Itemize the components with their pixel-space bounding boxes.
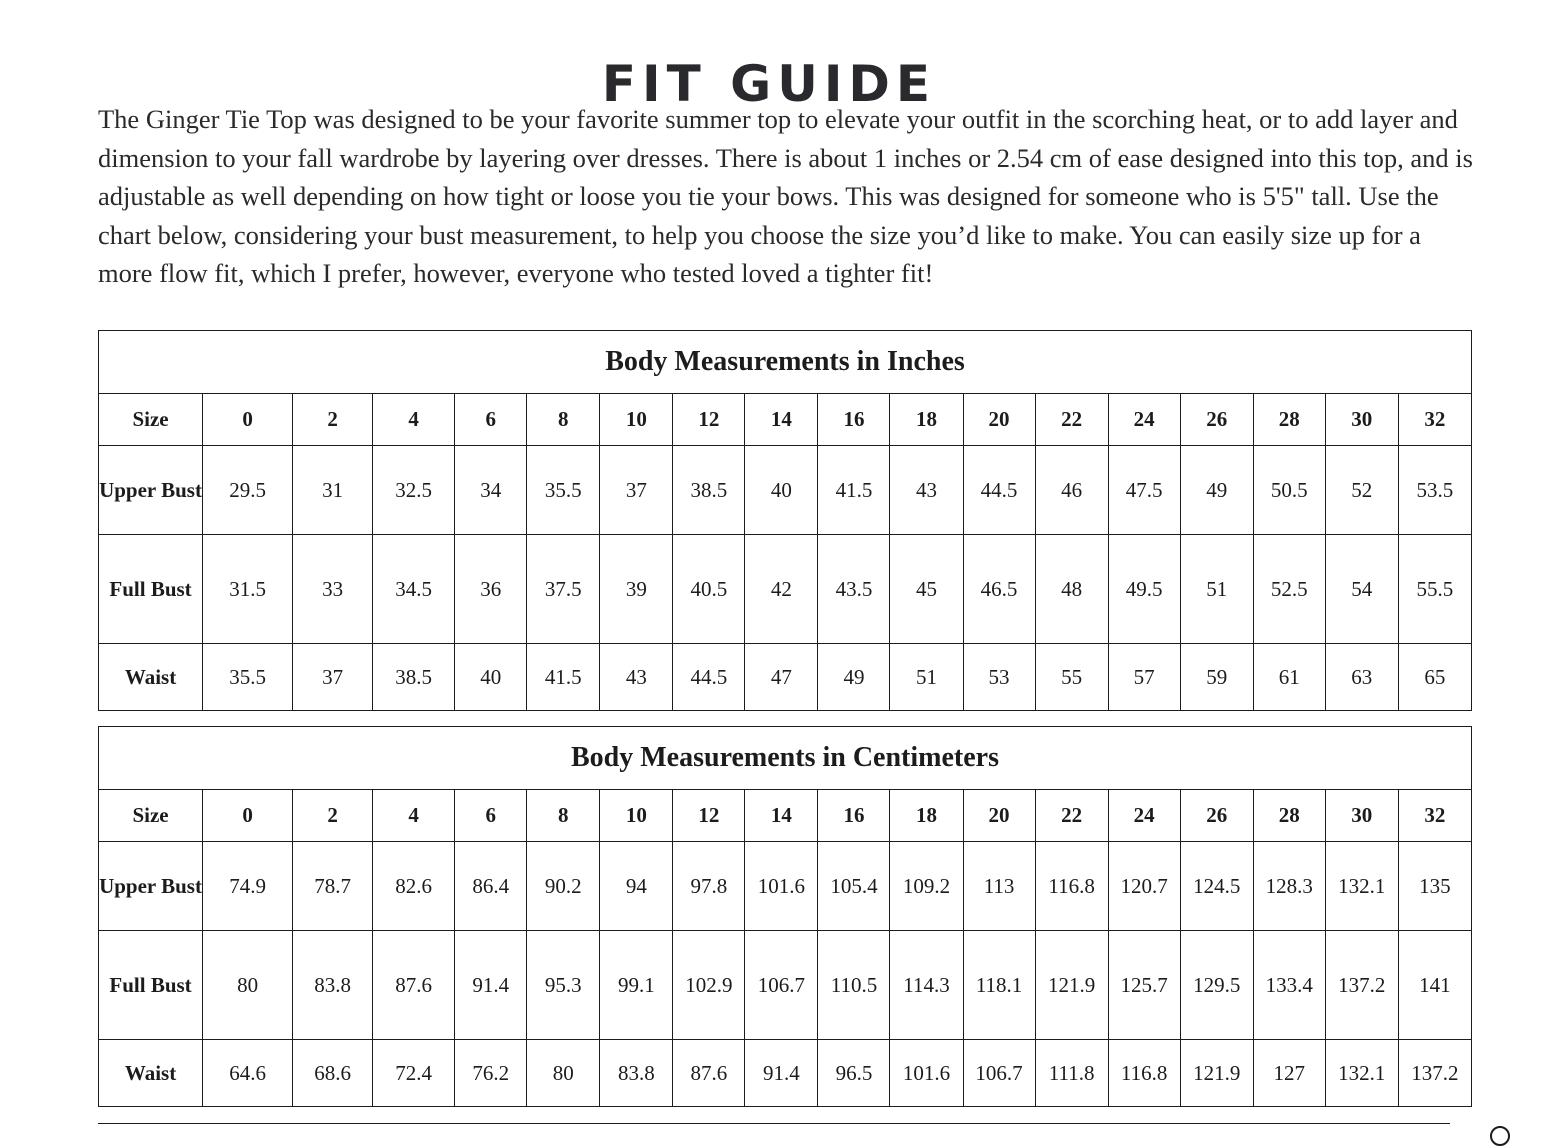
upper-bust-cell: 78.7	[293, 842, 373, 931]
full-bust-row-label: Full Bust	[99, 931, 203, 1040]
waist-cell: 37	[293, 644, 373, 711]
full-bust-cell: 34.5	[373, 535, 455, 644]
upper-bust-cell: 52	[1325, 446, 1398, 535]
sizes-cell: 8	[527, 790, 600, 842]
upper-bust-cell: 41.5	[818, 446, 890, 535]
waist-cell: 116.8	[1108, 1040, 1180, 1107]
waist-cell: 137.2	[1398, 1040, 1471, 1107]
upper-bust-cell: 29.5	[203, 446, 293, 535]
sizes-cell: 12	[673, 790, 745, 842]
upper-bust-cell: 82.6	[373, 842, 455, 931]
waist-cell: 83.8	[600, 1040, 673, 1107]
upper-bust-cell: 97.8	[673, 842, 745, 931]
full-bust-cell: 55.5	[1398, 535, 1471, 644]
upper-bust-cell: 113	[963, 842, 1035, 931]
sizes-cell: 14	[745, 790, 818, 842]
full-bust-cell: 48	[1035, 535, 1108, 644]
waist-cell: 121.9	[1180, 1040, 1253, 1107]
upper-bust-cell: 105.4	[818, 842, 890, 931]
full-bust-cell: 125.7	[1108, 931, 1180, 1040]
full-bust-cell: 31.5	[203, 535, 293, 644]
sizes-cell: 20	[963, 790, 1035, 842]
upper-bust-cell: 50.5	[1253, 446, 1325, 535]
upper-bust-cell: 109.2	[890, 842, 963, 931]
inches-table	[98, 330, 1472, 711]
waist-row	[99, 644, 1472, 711]
waist-cell: 127	[1253, 1040, 1325, 1107]
full-bust-cell: 42	[745, 535, 818, 644]
sizes-cell: 18	[890, 790, 963, 842]
full-bust-cell: 91.4	[455, 931, 527, 1040]
sizes-cell: 2	[293, 790, 373, 842]
full-bust-cell: 121.9	[1035, 931, 1108, 1040]
full-bust-cell: 110.5	[818, 931, 890, 1040]
sizes-cell: 24	[1108, 790, 1180, 842]
upper-bust-cell: 37	[600, 446, 673, 535]
sizes-cell: 0	[203, 394, 293, 446]
waist-cell: 59	[1180, 644, 1253, 711]
waist-cell: 51	[890, 644, 963, 711]
upper-bust-row	[99, 446, 1472, 535]
full-bust-cell: 133.4	[1253, 931, 1325, 1040]
size-row	[99, 394, 1472, 446]
waist-cell: 55	[1035, 644, 1108, 711]
upper-bust-cell: 44.5	[963, 446, 1035, 535]
waist-cell: 80	[527, 1040, 600, 1107]
table-caption: Body Measurements in Centimeters	[99, 727, 1472, 790]
upper-bust-cell: 53.5	[1398, 446, 1471, 535]
page-title: FIT GUIDE	[601, 55, 937, 113]
full-bust-cell: 45	[890, 535, 963, 644]
waist-cell: 57	[1108, 644, 1180, 711]
upper-bust-cell: 90.2	[527, 842, 600, 931]
waist-cell: 132.1	[1325, 1040, 1398, 1107]
full-bust-cell: 33	[293, 535, 373, 644]
sizes-cell: 10	[600, 394, 673, 446]
page-corner-mark	[1490, 1126, 1510, 1146]
upper-bust-cell: 47.5	[1108, 446, 1180, 535]
full-bust-cell: 43.5	[818, 535, 890, 644]
waist-cell: 87.6	[673, 1040, 745, 1107]
sizes-cell: 4	[373, 394, 455, 446]
upper-bust-cell: 135	[1398, 842, 1471, 931]
centimeters-table	[98, 726, 1472, 1107]
waist-cell: 64.6	[203, 1040, 293, 1107]
size-row-label: Size	[99, 790, 203, 842]
full-bust-cell: 83.8	[293, 931, 373, 1040]
upper-bust-cell: 120.7	[1108, 842, 1180, 931]
waist-cell: 35.5	[203, 644, 293, 711]
full-bust-cell: 87.6	[373, 931, 455, 1040]
upper-bust-cell: 31	[293, 446, 373, 535]
sizes-cell: 28	[1253, 790, 1325, 842]
sizes-cell: 16	[818, 790, 890, 842]
full-bust-cell: 80	[203, 931, 293, 1040]
full-bust-cell: 106.7	[745, 931, 818, 1040]
sizes-cell: 2	[293, 394, 373, 446]
full-bust-cell: 40.5	[673, 535, 745, 644]
full-bust-cell: 52.5	[1253, 535, 1325, 644]
sizes-cell: 22	[1035, 394, 1108, 446]
sizes-cell: 20	[963, 394, 1035, 446]
size-row	[99, 790, 1472, 842]
upper-bust-cell: 101.6	[745, 842, 818, 931]
sizes-cell: 6	[455, 790, 527, 842]
full-bust-cell: 54	[1325, 535, 1398, 644]
waist-cell: 41.5	[527, 644, 600, 711]
upper-bust-cell: 94	[600, 842, 673, 931]
sizes-cell: 12	[673, 394, 745, 446]
upper-bust-cell: 86.4	[455, 842, 527, 931]
full-bust-cell: 95.3	[527, 931, 600, 1040]
upper-bust-cell: 74.9	[203, 842, 293, 931]
upper-bust-cell: 38.5	[673, 446, 745, 535]
full-bust-cell: 49.5	[1108, 535, 1180, 644]
full-bust-cell: 129.5	[1180, 931, 1253, 1040]
intro-paragraph: The Ginger Tie Top was designed to be your favorite summer top to elevate your outfit in the scorching heat, or to add layer and dimension to your fall wardrobe by layering over dresses. There is about 1 inches or 2.54 cm of ease designed into this top, and is adjustable as well depending on how tight or loose you tie your bows. This was designed for someone who is 5'5" tall. Use the chart below, considering your bust measurement, to help you choose the size you’d like to make. You can easily size up for a more flow fit, which I prefer, however, everyone who tested loved a tighter fit!	[98, 104, 1473, 289]
waist-cell: 76.2	[455, 1040, 527, 1107]
upper-bust-row-label: Upper Bust	[99, 446, 203, 535]
waist-cell: 40	[455, 644, 527, 711]
waist-cell: 96.5	[818, 1040, 890, 1107]
sizes-cell: 16	[818, 394, 890, 446]
upper-bust-cell: 43	[890, 446, 963, 535]
full-bust-cell: 51	[1180, 535, 1253, 644]
upper-bust-cell: 34	[455, 446, 527, 535]
full-bust-cell: 114.3	[890, 931, 963, 1040]
upper-bust-cell: 40	[745, 446, 818, 535]
waist-cell: 38.5	[373, 644, 455, 711]
full-bust-cell: 36	[455, 535, 527, 644]
waist-cell: 49	[818, 644, 890, 711]
waist-cell: 43	[600, 644, 673, 711]
upper-bust-cell: 124.5	[1180, 842, 1253, 931]
sizes-cell: 26	[1180, 790, 1253, 842]
upper-bust-row	[99, 842, 1472, 931]
footer-divider	[98, 1123, 1450, 1124]
sizes-cell: 6	[455, 394, 527, 446]
waist-cell: 91.4	[745, 1040, 818, 1107]
waist-cell: 63	[1325, 644, 1398, 711]
sizes-cell: 30	[1325, 394, 1398, 446]
full-bust-cell: 137.2	[1325, 931, 1398, 1040]
full-bust-cell: 102.9	[673, 931, 745, 1040]
full-bust-row	[99, 535, 1472, 644]
sizes-cell: 32	[1398, 394, 1471, 446]
upper-bust-row-label: Upper Bust	[99, 842, 203, 931]
upper-bust-cell: 132.1	[1325, 842, 1398, 931]
waist-cell: 106.7	[963, 1040, 1035, 1107]
full-bust-row	[99, 931, 1472, 1040]
upper-bust-cell: 116.8	[1035, 842, 1108, 931]
full-bust-cell: 46.5	[963, 535, 1035, 644]
sizes-cell: 4	[373, 790, 455, 842]
upper-bust-cell: 32.5	[373, 446, 455, 535]
upper-bust-cell: 49	[1180, 446, 1253, 535]
sizes-cell: 10	[600, 790, 673, 842]
upper-bust-cell: 35.5	[527, 446, 600, 535]
sizes-cell: 14	[745, 394, 818, 446]
waist-cell: 47	[745, 644, 818, 711]
waist-cell: 44.5	[673, 644, 745, 711]
full-bust-cell: 99.1	[600, 931, 673, 1040]
sizes-cell: 0	[203, 790, 293, 842]
waist-cell: 68.6	[293, 1040, 373, 1107]
sizes-cell: 22	[1035, 790, 1108, 842]
table-caption: Body Measurements in Inches	[99, 331, 1472, 394]
sizes-cell: 18	[890, 394, 963, 446]
waist-cell: 65	[1398, 644, 1471, 711]
waist-cell: 101.6	[890, 1040, 963, 1107]
full-bust-cell: 118.1	[963, 931, 1035, 1040]
upper-bust-cell: 128.3	[1253, 842, 1325, 931]
sizes-cell: 24	[1108, 394, 1180, 446]
waist-cell: 111.8	[1035, 1040, 1108, 1107]
upper-bust-cell: 46	[1035, 446, 1108, 535]
full-bust-cell: 39	[600, 535, 673, 644]
waist-cell: 61	[1253, 644, 1325, 711]
sizes-cell: 28	[1253, 394, 1325, 446]
sizes-cell: 30	[1325, 790, 1398, 842]
full-bust-row-label: Full Bust	[99, 535, 203, 644]
waist-row-label: Waist	[99, 644, 203, 711]
size-row-label: Size	[99, 394, 203, 446]
sizes-cell: 32	[1398, 790, 1471, 842]
full-bust-cell: 37.5	[527, 535, 600, 644]
sizes-cell: 26	[1180, 394, 1253, 446]
sizes-cell: 8	[527, 394, 600, 446]
waist-row	[99, 1040, 1472, 1107]
waist-row-label: Waist	[99, 1040, 203, 1107]
full-bust-cell: 141	[1398, 931, 1471, 1040]
waist-cell: 72.4	[373, 1040, 455, 1107]
waist-cell: 53	[963, 644, 1035, 711]
